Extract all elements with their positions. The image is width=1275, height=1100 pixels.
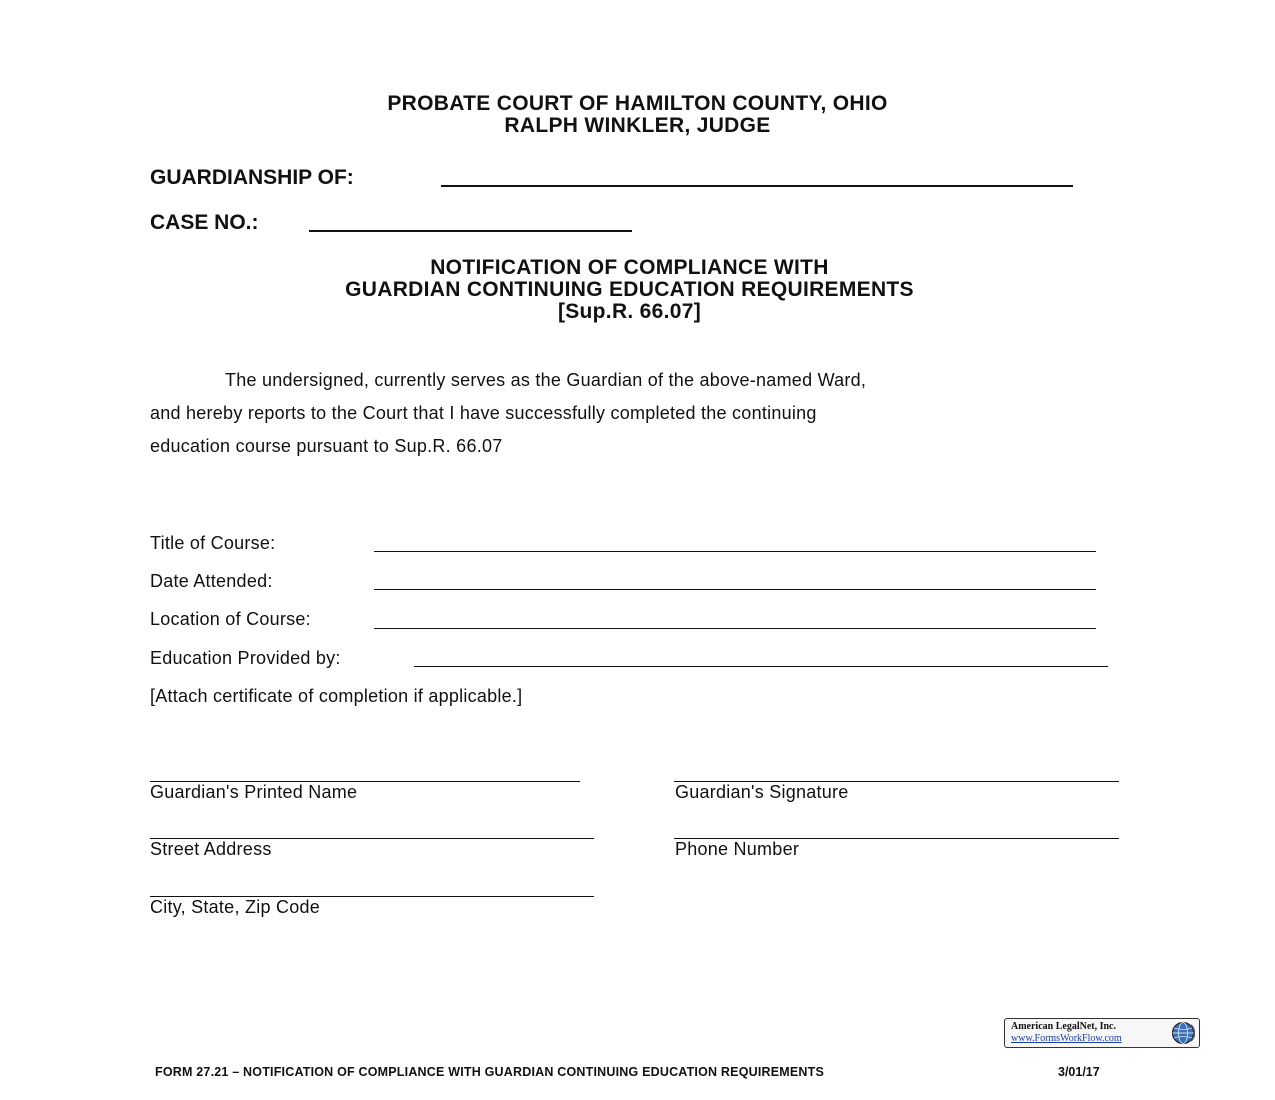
city-state-zip-label: City, State, Zip Code [150,897,320,917]
statement-line1: The undersigned, currently serves as the Guardian of the above-named Ward, [225,370,867,390]
certificate-note: [Attach certificate of completion if applicable.] [150,686,523,706]
logo-company-name: American LegalNet, Inc. [1011,1021,1116,1032]
form-title-rule: [Sup.R. 66.07] [557,300,702,323]
date-attended-field[interactable] [374,589,1096,590]
form-title-line2: GUARDIAN CONTINUING EDUCATION REQUIREMENTS [345,278,914,301]
course-title-label: Title of Course: [150,533,276,553]
american-legalnet-logo[interactable] [1004,1018,1200,1048]
globe-icon [1171,1021,1195,1045]
course-location-label: Location of Course: [150,609,311,629]
court-name: PROBATE COURT OF HAMILTON COUNTY, OHIO [387,92,888,115]
statement-line2: and hereby reports to the Court that I have successfully completed the continuing [150,403,817,423]
statement-paragraph [150,364,1110,463]
signature-label: Guardian's Signature [675,782,849,802]
form-footer: FORM 27.21 – NOTIFICATION OF COMPLIANCE WITH GUARDIAN CONTINUING EDUCATION REQUIREMENTS [155,1065,825,1079]
education-provider-field[interactable] [414,666,1108,667]
street-address-label: Street Address [150,839,272,859]
logo-url-link[interactable]: www.FormsWorkFlow.com [1011,1033,1122,1044]
statement-line3: education course pursuant to Sup.R. 66.07 [150,436,503,456]
case-no-label: CASE NO.: [150,211,259,234]
course-title-field[interactable] [374,551,1096,552]
course-location-field[interactable] [374,628,1096,629]
guardianship-label: GUARDIANSHIP OF: [150,166,354,189]
date-attended-label: Date Attended: [150,571,273,591]
guardianship-field[interactable] [441,185,1073,187]
form-revision-date: 3/01/17 [1058,1065,1100,1079]
education-provider-label: Education Provided by: [150,648,341,668]
printed-name-label: Guardian's Printed Name [150,782,358,802]
phone-number-label: Phone Number [675,839,800,859]
case-no-field[interactable] [309,230,632,232]
judge-name: RALPH WINKLER, JUDGE [504,114,771,137]
form-title-line1: NOTIFICATION OF COMPLIANCE WITH [430,256,829,279]
